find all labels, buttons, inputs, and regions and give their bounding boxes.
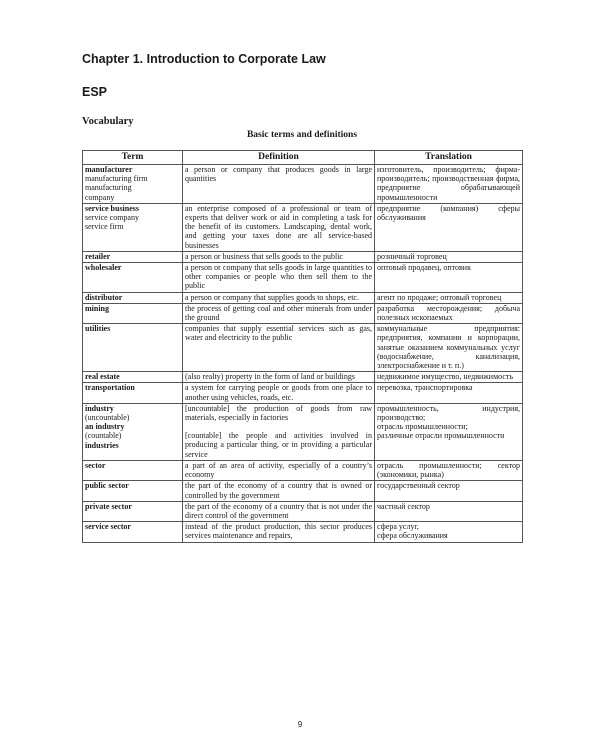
translation-text: оптовый продавец, оптовик — [377, 263, 471, 273]
table-row — [83, 263, 523, 293]
term-text: company — [85, 192, 115, 202]
term-text: service business — [85, 203, 139, 213]
definition-cell — [183, 460, 375, 480]
term-text: mining — [85, 303, 110, 313]
term-text: real estate — [85, 372, 120, 382]
translation-text: промышленность, индустрия, производство; — [377, 403, 520, 423]
translation-cell — [375, 460, 523, 480]
term-text: manufacturer — [85, 165, 133, 174]
translation-text: сфера обслуживания — [377, 531, 448, 541]
term-text: sector — [85, 460, 106, 470]
definition-cell — [183, 263, 375, 293]
translation-text: коммунальные предприятия: предприятия, компании и корпорации, занятые оказанием коммунальных услуг (водоснабжение, канализация, электроснабжение и т. п.) — [377, 324, 520, 371]
term-cell — [83, 165, 183, 204]
translation-cell — [375, 324, 523, 372]
table-row — [83, 292, 523, 303]
translation-text: сфера услуг, — [377, 522, 419, 532]
definition-cell — [183, 522, 375, 542]
translation-text: агент по продаже; оптовый торговец — [377, 292, 502, 302]
table-header-row — [83, 151, 523, 165]
term-cell — [83, 372, 183, 383]
definition-cell — [183, 383, 375, 403]
translation-cell — [375, 165, 523, 204]
translation-text: розничный торговец — [377, 251, 447, 261]
term-cell — [83, 263, 183, 293]
definition-cell — [183, 292, 375, 303]
term-cell — [83, 324, 183, 372]
definition-text: the part of the economy of a country that is owned or controlled by the government — [185, 481, 372, 500]
term-text: service firm — [85, 222, 124, 232]
term-cell — [83, 251, 183, 262]
table-caption: Basic terms and definitions — [246, 130, 358, 140]
term-cell — [83, 383, 183, 403]
term-text: manufacturing firm — [85, 174, 148, 184]
header-translation: Translation — [375, 151, 523, 165]
term-text: an industry — [85, 422, 125, 432]
table-row — [83, 165, 523, 204]
paragraph-gap — [185, 422, 372, 431]
definition-cell — [183, 481, 375, 501]
definition-cell — [183, 403, 375, 460]
definition-text: a person or company that produces goods in large quantities — [185, 165, 372, 184]
term-cell — [83, 481, 183, 501]
translation-text: разработка месторождения; добыча полезных ископаемых — [377, 303, 520, 323]
section-title: ESP — [82, 85, 108, 99]
translation-text: недвижимое имущество, недвижимость — [377, 372, 514, 382]
term-cell — [83, 460, 183, 480]
translation-cell — [375, 203, 523, 251]
term-text: transportation — [85, 383, 135, 393]
term-text: (uncountable) — [85, 413, 130, 423]
translation-text: различные отрасли промышленности — [377, 431, 505, 441]
translation-text: частный сектор — [377, 501, 430, 511]
definition-cell — [183, 501, 375, 521]
term-text: (countable) — [85, 431, 122, 441]
translation-text: предприятие (компания) сферы обслуживания — [377, 203, 520, 223]
table-row — [83, 481, 523, 501]
translation-text: отрасль промышленности; сектор (экономики, рынка) — [377, 460, 520, 480]
table-row — [83, 251, 523, 262]
vocabulary-table — [82, 150, 523, 543]
table-row — [83, 460, 523, 480]
table-row — [83, 501, 523, 521]
translation-cell — [375, 263, 523, 293]
definition-text: the process of getting coal and other minerals from under the ground — [185, 303, 372, 323]
table-row — [83, 303, 523, 323]
table-row — [83, 372, 523, 383]
table-row — [83, 403, 523, 460]
definition-text: an enterprise composed of a professional or team of experts that deliver work or aid in completing a task for the benefit of its customers. Landscaping, dental work, and getting your taxes done are all service-based businesses — [185, 203, 372, 250]
term-cell — [83, 292, 183, 303]
translation-text: изготовитель, производитель; фирма-производитель; производственная фирма, предприятие обрабатывающей промышленности — [377, 165, 520, 202]
term-text: service company — [85, 213, 139, 223]
definition-text: [uncountable] the production of goods from raw materials, especially in factories — [185, 403, 372, 423]
term-text: distributor — [85, 292, 123, 302]
translation-text: перевозка, транспортировка — [377, 383, 473, 393]
definition-cell — [183, 303, 375, 323]
vocabulary-heading: Vocabulary — [82, 116, 134, 127]
translation-cell — [375, 292, 523, 303]
definition-text: instead of the product production, this sector produces services maintenance and repairs, — [185, 522, 372, 541]
definition-text: (also realty) property in the form of land or buildings — [185, 372, 355, 382]
translation-cell — [375, 303, 523, 323]
translation-cell — [375, 403, 523, 460]
definition-cell — [183, 251, 375, 262]
term-text: private sector — [85, 501, 132, 511]
translation-cell — [375, 372, 523, 383]
term-cell — [83, 303, 183, 323]
term-text: service sector — [85, 522, 131, 532]
definition-cell — [183, 165, 375, 204]
table-row — [83, 203, 523, 251]
table-row — [83, 324, 523, 372]
term-text: retailer — [85, 251, 111, 261]
header-definition: Definition — [183, 151, 375, 165]
term-text: industry — [85, 403, 114, 413]
definition-text: a person or company that supplies goods to shops, etc. — [185, 292, 359, 302]
term-text: manufacturing — [85, 183, 132, 193]
definition-text: [countable] the people and activities involved in producing a particular thing, or in providing a particular service — [185, 431, 372, 459]
page-content — [82, 52, 522, 543]
table-row — [83, 383, 523, 403]
page-number: 9 — [297, 720, 303, 729]
term-text: public sector — [85, 481, 129, 491]
definition-text: a part of an area of activity, especially of a country’s economy — [185, 460, 372, 480]
definition-cell — [183, 203, 375, 251]
term-text: industries — [85, 440, 119, 450]
definition-text: the part of the economy of a country that is not under the direct control of the government — [185, 501, 372, 520]
translation-cell — [375, 251, 523, 262]
term-cell — [83, 403, 183, 460]
definition-cell — [183, 324, 375, 372]
definition-text: a person or company that sells goods in large quantities to other companies or people who then sell them to the public — [185, 263, 372, 291]
term-text: utilities — [85, 324, 111, 334]
chapter-title: Chapter 1. Introduction to Corporate Law — [82, 52, 326, 66]
translation-cell — [375, 501, 523, 521]
translation-text: отрасль промышленности; — [377, 422, 468, 432]
term-cell — [83, 501, 183, 521]
term-cell — [83, 522, 183, 542]
header-term: Term — [83, 151, 183, 165]
definition-text: a system for carrying people or goods from one place to another using vehicles, roads, etc. — [185, 383, 372, 402]
definition-cell — [183, 372, 375, 383]
translation-cell — [375, 383, 523, 403]
table-row — [83, 522, 523, 542]
translation-cell — [375, 522, 523, 542]
translation-text: государственный сектор — [377, 481, 460, 491]
term-text: wholesaler — [85, 263, 122, 273]
term-cell — [83, 203, 183, 251]
definition-text: companies that supply essential services such as gas, water and electricity to the public — [185, 324, 372, 343]
translation-cell — [375, 481, 523, 501]
table-body — [83, 165, 523, 543]
definition-text: a person or business that sells goods to the public — [185, 251, 343, 261]
